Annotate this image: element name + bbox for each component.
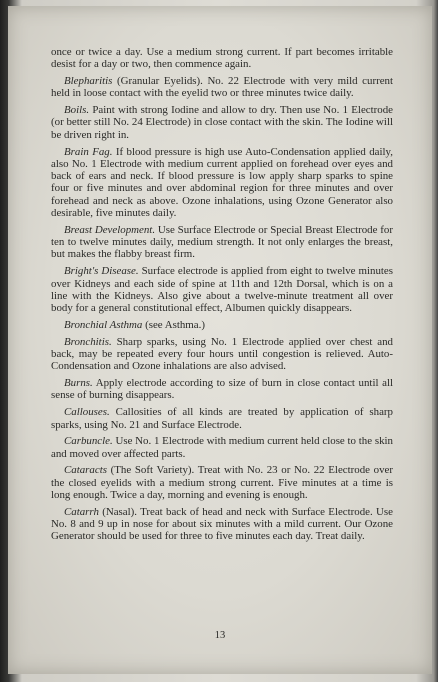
entry-term: Bronchitis. [64, 335, 112, 348]
entry-text: Sharp sparks, using No. 1 Electrode applied over chest and back, may be repeated every four hours until congestion is relieved. Auto-Condensation and Ozone inhalations are also advised. [51, 335, 393, 373]
page-body [51, 46, 393, 547]
entry-term: Carbuncle. [64, 435, 113, 448]
entry-term: Callouses. [64, 406, 110, 419]
entry-text: (Granular Eyelids). No. 22 Electrode with very mild current held in loose contact with the eyelid two or three minutes twice daily. [51, 75, 393, 100]
entry-term: Breast Development. [64, 223, 156, 236]
paragraph [51, 506, 393, 543]
entry-text: If blood pressure is high use Auto-Condensation applied daily, also No. 1 Electrode with medium current applied on forehead over eyes and back of ears and neck. If blood pressure is low apply sharp sparks to spine four or five minutes and over abdominal region for three minutes and over forehead and neck as above. Ozone inhalations, using Ozone Generator also desirable, five minutes daily. [51, 145, 394, 220]
entry-text: once or twice a day. Use a medium strong current. If part becomes irritable desist for a day or two, then commence again. [51, 46, 393, 71]
entry-text: Surface electrode is applied from eight to twelve minutes over Kidneys and each side of spine at 11th and 12th Dorsal, which is on a line with the Kidneys. Also give about a twelve-minute treatment all over body for a general constitutional effect, Albumen quickly disappears. [51, 265, 393, 315]
entry-term: Cataracts [64, 464, 107, 477]
paragraph [51, 46, 393, 71]
entry-text: (The Soft Variety). Treat with No. 23 or No. 22 Electrode over the closed eyelids with a medium strong current. Five minutes at a time is long enough. Twice a day, morning and evening is enough. [51, 464, 393, 501]
paragraph [51, 146, 393, 220]
book-page [8, 6, 432, 674]
paragraph [51, 406, 393, 431]
paragraph [51, 75, 393, 100]
paragraph [51, 435, 393, 460]
page-number: 13 [214, 630, 226, 641]
entry-term: Burns. [64, 377, 93, 390]
paragraph [51, 265, 393, 314]
paragraph [51, 377, 393, 402]
entry-text: Apply electrode according to size of burn in close contact until all sense of burning disappears. [51, 377, 393, 402]
entry-text: (see Asthma.) [142, 318, 205, 331]
entry-text: Use Surface Electrode or Special Breast Electrode for ten to twelve minutes daily, medium strength. It not only enlarges the breast, but makes the flabby breast firm. [51, 223, 393, 261]
entry-term: Blepharitis [64, 75, 113, 88]
entry-text: Paint with strong Iodine and allow to dry. Then use No. 1 Electrode (or better still No. 24 Electrode) in close contact with the skin. The Iodine will be driven right in. [51, 104, 393, 141]
entry-text: (Nasal). Treat back of head and neck with Surface Electrode. Use No. 8 and 9 up in nose for about six minutes with a mild current. Our Ozone Generator should be used for three to five minutes each day. Treat daily. [51, 505, 393, 543]
paragraph [51, 464, 393, 501]
paragraph [51, 224, 393, 261]
paragraph [51, 319, 393, 331]
paragraph [51, 104, 393, 141]
entry-term: Brain Fag. [64, 145, 113, 158]
entry-text: Use No. 1 Electrode with medium current held close to the skin and moved over affected parts. [51, 435, 393, 460]
entry-text: Callosities of all kinds are treated by application of sharp sparks, using No. 21 and Surface Electrode. [51, 406, 393, 431]
entry-term: Bronchial Asthma [64, 318, 143, 331]
entry-term: Catarrh [64, 505, 99, 518]
entry-term: Bright's Disease. [64, 265, 139, 278]
entry-term: Boils. [64, 104, 90, 117]
paragraph [51, 336, 393, 373]
